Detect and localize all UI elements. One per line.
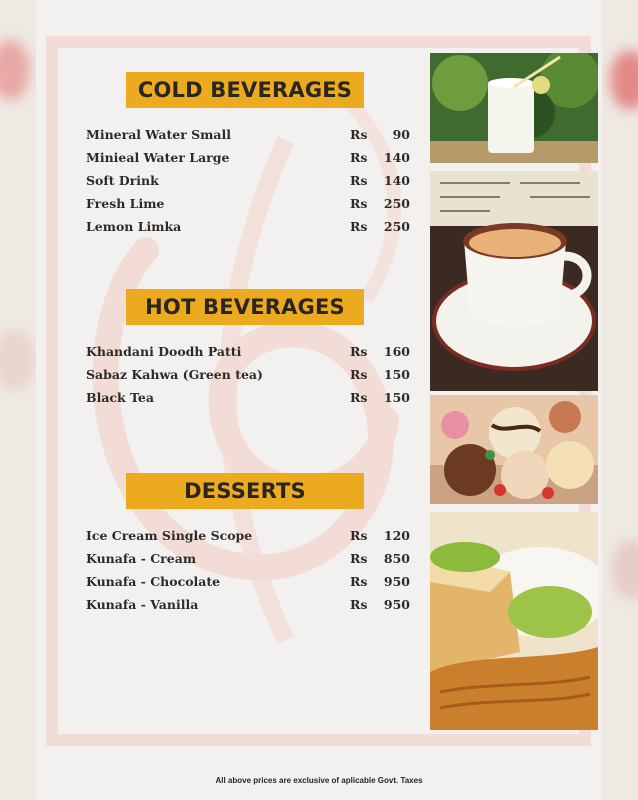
currency-label: Rs xyxy=(350,196,368,211)
currency-label: Rs xyxy=(350,551,368,566)
item-name: Lemon Limka xyxy=(86,219,182,234)
left-blurred-edge xyxy=(0,0,36,800)
menu-item xyxy=(86,196,416,219)
item-price: 850 xyxy=(383,551,410,566)
menu-item xyxy=(86,127,416,150)
lassi-photo xyxy=(430,53,598,163)
currency-label: Rs xyxy=(350,150,368,165)
item-name: Sabaz Kahwa (Green tea) xyxy=(86,367,263,382)
item-price: 140 xyxy=(383,173,410,188)
item-name: Fresh Lime xyxy=(86,196,165,211)
item-name: Kunafa - Cream xyxy=(86,551,197,566)
tea-cup-photo xyxy=(430,171,598,391)
menu-item xyxy=(86,551,416,574)
menu-item xyxy=(86,344,416,367)
item-price: 140 xyxy=(383,150,410,165)
item-price: 950 xyxy=(383,597,410,612)
item-name: Soft Drink xyxy=(86,173,159,188)
blur-spot xyxy=(610,50,638,110)
section-header-desserts: DESSERTS xyxy=(126,473,364,509)
item-name: Minieal Water Large xyxy=(86,150,230,165)
menu-item xyxy=(86,574,416,597)
menu-item xyxy=(86,150,416,173)
menu-item xyxy=(86,367,416,390)
currency-label: Rs xyxy=(350,597,368,612)
item-price: 120 xyxy=(383,528,410,543)
tax-footnote: All above prices are exclusive of aplicable Govt. Taxes xyxy=(215,776,423,785)
blur-spot xyxy=(612,540,638,600)
section-header-cold-beverages: COLD BEVERAGES xyxy=(126,72,364,108)
item-price: 250 xyxy=(383,219,410,234)
currency-label: Rs xyxy=(350,390,368,405)
hot-beverages-list xyxy=(86,344,416,413)
blur-spot xyxy=(0,330,35,390)
item-name: Kunafa - Vanilla xyxy=(86,597,199,612)
menu-item xyxy=(86,528,416,551)
currency-label: Rs xyxy=(350,574,368,589)
menu-item xyxy=(86,390,416,413)
item-price: 150 xyxy=(383,367,410,382)
currency-label: Rs xyxy=(350,344,368,359)
currency-label: Rs xyxy=(350,173,368,188)
item-name: Khandani Doodh Patti xyxy=(86,344,242,359)
currency-label: Rs xyxy=(350,127,368,142)
item-price: 90 xyxy=(392,127,410,142)
currency-label: Rs xyxy=(350,367,368,382)
cold-beverages-list xyxy=(86,127,416,242)
right-blurred-edge xyxy=(602,0,638,800)
item-price: 150 xyxy=(383,390,410,405)
blur-spot xyxy=(0,40,30,100)
item-price: 160 xyxy=(383,344,410,359)
item-name: Mineral Water Small xyxy=(86,127,231,142)
item-price: 950 xyxy=(383,574,410,589)
kunafa-photo xyxy=(430,512,598,730)
menu-item xyxy=(86,173,416,196)
item-name: Kunafa - Chocolate xyxy=(86,574,221,589)
item-price: 250 xyxy=(383,196,410,211)
currency-label: Rs xyxy=(350,219,368,234)
menu-item xyxy=(86,219,416,242)
menu-item xyxy=(86,597,416,620)
currency-label: Rs xyxy=(350,528,368,543)
menu-page xyxy=(36,0,602,800)
ice-cream-photo xyxy=(430,395,598,504)
section-header-hot-beverages: HOT BEVERAGES xyxy=(126,289,364,325)
item-name: Ice Cream Single Scope xyxy=(86,528,253,543)
item-name: Black Tea xyxy=(86,390,154,405)
desserts-list xyxy=(86,528,416,620)
